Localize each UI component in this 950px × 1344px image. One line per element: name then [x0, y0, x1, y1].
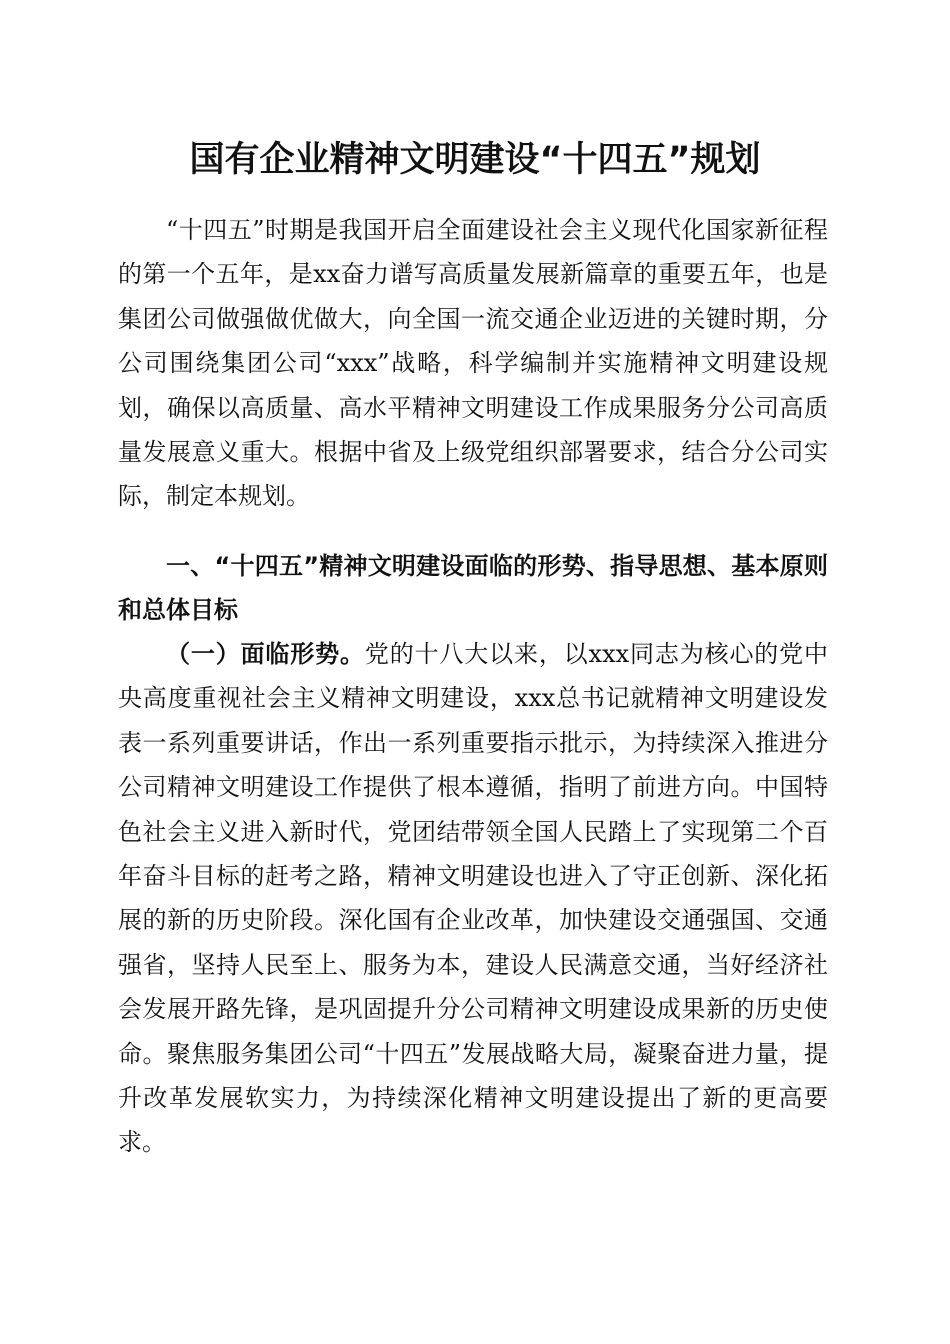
- subsection-paragraph: [118, 632, 828, 1165]
- document-title: 国有企业精神文明建设“十四五”规划: [189, 140, 761, 180]
- subsection-text: 党的十八大以来，以xxx同志为核心的党中央高度重视社会主义精神文明建设，xxx总书记就精神文明建设发表一系列重要讲话，作出一系列重要指示批示，为持续深入推进分公司精神文明建设工作提供了根本遵循，指明了前进方向。中国特色社会主义进入新时代，党团结带领全国人民踏上了实现第二个百年奋斗目标的赶考之路，精神文明建设也进入了守正创新、深化拓展的新的历史阶段。深化国有企业改革，加快建设交通强国、交通强省，坚持人民至上、服务为本，建设人民满意交通，当好经济社会发展开路先锋，是巩固提升分公司精神文明建设成果新的历史使命。聚焦服务集团公司“十四五”发展战略大局，凝聚奋进力量，提升改革发展软实力，为持续深化精神文明建设提出了新的更高要求。: [118, 640, 829, 1157]
- subsection-label: （一）面临形势。: [166, 639, 365, 668]
- section-heading: 一、“十四五”精神文明建设面临的形势、指导思想、基本原则和总体目标: [118, 552, 828, 625]
- intro-paragraph: “十四五”时期是我国开启全面建设社会主义现代化国家新征程的第一个五年，是xx奋力谱写高质量发展新篇章的重要五年，也是集团公司做强做优做大，向全国一流交通企业迈进的关键时期，分公司围绕集团公司“xxx”战略，科学编制并实施精神文明建设规划，确保以高质量、高水平精神文明建设工作成果服务分公司高质量发展意义重大。根据中省及上级党组织部署要求，结合分公司实际，制定本规划。: [118, 216, 828, 511]
